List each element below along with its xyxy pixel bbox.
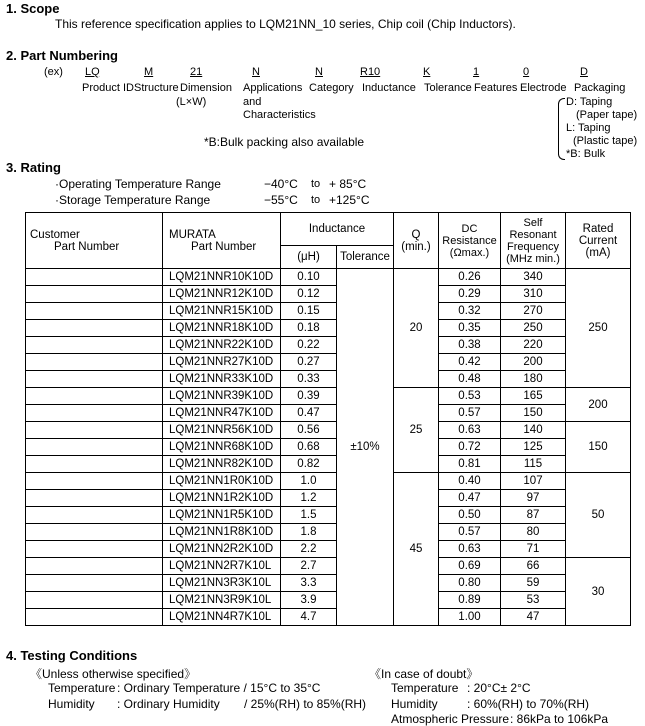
customer-part-number-cell: [26, 405, 163, 422]
code-applications: N: [252, 66, 260, 78]
q-cell: 45: [394, 473, 439, 626]
label-inductance: Inductance: [362, 82, 416, 94]
dc-resistance-cell: 0.63: [439, 541, 501, 558]
dc-resistance-cell: 0.38: [439, 337, 501, 354]
customer-part-number-cell: [26, 609, 163, 626]
inductance-cell: 3.9: [281, 592, 337, 609]
packaging-option-d: D: Taping: [566, 96, 613, 108]
atm-pressure-label: Atmospheric Pressure: [391, 712, 510, 726]
murata-part-number-cell: LQM21NN1R8K10D: [163, 524, 281, 541]
srf-cell: 80: [501, 524, 566, 541]
storage-temp-low: −55°C: [264, 193, 298, 207]
inductance-cell: 0.12: [281, 286, 337, 303]
inductance-cell: 2.2: [281, 541, 337, 558]
code-packaging: D: [580, 66, 588, 78]
customer-part-number-cell: [26, 320, 163, 337]
table-row: [26, 575, 631, 592]
inductance-cell: 0.56: [281, 422, 337, 439]
dc-resistance-cell: 0.26: [439, 269, 501, 286]
inductance-cell: 1.5: [281, 507, 337, 524]
customer-part-number-cell: [26, 303, 163, 320]
murata-part-number-cell: LQM21NNR68K10D: [163, 439, 281, 456]
table-row: [26, 269, 631, 286]
inductance-cell: 0.18: [281, 320, 337, 337]
srf-cell: 340: [501, 269, 566, 286]
unless-specified-title: 《Unless otherwise specified》: [30, 667, 197, 681]
srf-cell: 150: [501, 405, 566, 422]
label-applications: Applications: [243, 82, 303, 94]
murata-part-number-cell: LQM21NNR56K10D: [163, 422, 281, 439]
srf-cell: 270: [501, 303, 566, 320]
table-row: [26, 541, 631, 558]
in-case-of-doubt-title: 《In case of doubt》: [369, 667, 479, 681]
customer-part-number-cell: [26, 422, 163, 439]
testing-heading: 4. Testing Conditions: [6, 648, 138, 663]
atm-pressure-value: : 86kPa to 106kPa: [510, 712, 609, 726]
table-row: [26, 371, 631, 388]
table-row: [26, 473, 631, 490]
packaging-option-l: L: Taping: [566, 122, 611, 134]
inductance-cell: 0.68: [281, 439, 337, 456]
murata-part-number-cell: LQM21NNR15K10D: [163, 303, 281, 320]
murata-part-number-cell: LQM21NNR27K10D: [163, 354, 281, 371]
dc-resistance-cell: 0.57: [439, 524, 501, 541]
customer-part-number-cell: [26, 456, 163, 473]
murata-part-number-cell: LQM21NN1R2K10D: [163, 490, 281, 507]
customer-part-number-cell: [26, 269, 163, 286]
inductance-cell: 4.7: [281, 609, 337, 626]
q-cell: 25: [394, 388, 439, 473]
table-row: [26, 490, 631, 507]
inductance-cell: 0.47: [281, 405, 337, 422]
rated-current-cell: 200: [566, 388, 631, 422]
murata-part-number-cell: LQM21NN4R7K10L: [163, 609, 281, 626]
dc-resistance-cell: 0.50: [439, 507, 501, 524]
dc-resistance-cell: 0.47: [439, 490, 501, 507]
srf-cell: 310: [501, 286, 566, 303]
table-row: [26, 286, 631, 303]
operating-temp-to: to: [311, 178, 321, 190]
rated-current-cell: 30: [566, 558, 631, 626]
murata-part-number-cell: LQM21NN3R9K10L: [163, 592, 281, 609]
table-row: [26, 388, 631, 405]
dc-resistance-cell: 0.29: [439, 286, 501, 303]
inductance-cell: 1.8: [281, 524, 337, 541]
right-humidity-value: : 60%(RH) to 70%(RH): [467, 697, 590, 711]
storage-temp-label: ·Storage Temperature Range: [55, 193, 211, 207]
table-row: [26, 422, 631, 439]
left-temp-value: : Ordinary Temperature / 15°C to 35°C: [117, 681, 321, 695]
code-features: 1: [473, 66, 480, 78]
table-row: [26, 439, 631, 456]
dc-resistance-cell: 0.72: [439, 439, 501, 456]
dc-resistance-cell: 0.42: [439, 354, 501, 371]
srf-cell: 125: [501, 439, 566, 456]
dc-resistance-cell: 0.89: [439, 592, 501, 609]
header-uh: (μH): [281, 246, 337, 269]
dc-resistance-cell: 1.00: [439, 609, 501, 626]
murata-part-number-cell: LQM21NN1R5K10D: [163, 507, 281, 524]
applications-sub2: Characteristics: [243, 109, 316, 121]
srf-cell: 220: [501, 337, 566, 354]
label-product-id: Product ID: [82, 82, 134, 94]
srf-cell: 87: [501, 507, 566, 524]
customer-part-number-cell: [26, 507, 163, 524]
customer-part-number-cell: [26, 354, 163, 371]
customer-part-number-cell: [26, 286, 163, 303]
srf-cell: 165: [501, 388, 566, 405]
operating-temp-high: + 85°C: [329, 177, 367, 191]
dc-resistance-cell: 0.40: [439, 473, 501, 490]
srf-cell: 66: [501, 558, 566, 575]
left-humidity-value: : Ordinary Humidity: [117, 697, 220, 711]
customer-part-number-cell: [26, 541, 163, 558]
q-cell: 20: [394, 269, 439, 388]
table-row: [26, 456, 631, 473]
customer-part-number-cell: [26, 371, 163, 388]
murata-part-number-cell: LQM21NNR12K10D: [163, 286, 281, 303]
murata-part-number-cell: LQM21NN1R0K10D: [163, 473, 281, 490]
srf-cell: 115: [501, 456, 566, 473]
operating-temp-label: ·Operating Temperature Range: [55, 177, 221, 191]
right-temp-value: : 20°C± 2°C: [467, 681, 531, 695]
rated-current-cell: 50: [566, 473, 631, 558]
customer-part-number-cell: [26, 558, 163, 575]
inductance-cell: 0.10: [281, 269, 337, 286]
storage-temp-high: +125°C: [329, 193, 370, 207]
code-tolerance: K: [423, 66, 431, 78]
murata-part-number-cell: LQM21NN3R3K10L: [163, 575, 281, 592]
murata-part-number-cell: LQM21NN2R7K10L: [163, 558, 281, 575]
right-humidity-label: Humidity: [391, 697, 438, 711]
inductance-cell: 0.82: [281, 456, 337, 473]
dc-resistance-cell: 0.69: [439, 558, 501, 575]
murata-part-number-cell: LQM21NNR18K10D: [163, 320, 281, 337]
dc-resistance-cell: 0.57: [439, 405, 501, 422]
customer-part-number-cell: [26, 490, 163, 507]
customer-part-number-cell: [26, 337, 163, 354]
table-row: [26, 592, 631, 609]
label-electrode: Electrode: [520, 82, 567, 94]
left-temp-label: Temperature: [48, 681, 116, 695]
inductance-cell: 1.0: [281, 473, 337, 490]
header-rated-current: Rated Current (mA): [566, 213, 631, 269]
label-structure: Structure: [134, 82, 179, 94]
dc-resistance-cell: 0.48: [439, 371, 501, 388]
rating-heading: 3. Rating: [6, 160, 61, 175]
customer-part-number-cell: [26, 473, 163, 490]
srf-cell: 180: [501, 371, 566, 388]
packaging-option-d-sub: (Paper tape): [576, 109, 638, 121]
header-dc-resistance: DC Resistance (Ωmax.): [439, 213, 501, 269]
dc-resistance-cell: 0.63: [439, 422, 501, 439]
code-product-id: LQ: [85, 66, 100, 78]
customer-part-number-cell: [26, 592, 163, 609]
srf-cell: 59: [501, 575, 566, 592]
inductance-cell: 3.3: [281, 575, 337, 592]
table-row: [26, 609, 631, 626]
packaging-option-l-sub: (Plastic tape): [573, 135, 638, 147]
table-row: [26, 558, 631, 575]
header-murata: MURATA Part Number: [163, 213, 281, 269]
header-customer: Customer Part Number: [26, 213, 163, 269]
part-numbering-heading: 2. Part Numbering: [6, 48, 118, 63]
murata-part-number-cell: LQM21NNR47K10D: [163, 405, 281, 422]
rated-current-cell: 150: [566, 422, 631, 473]
inductance-cell: 0.33: [281, 371, 337, 388]
dc-resistance-cell: 0.35: [439, 320, 501, 337]
code-category: N: [315, 66, 323, 78]
table-row: [26, 524, 631, 541]
table-row: [26, 337, 631, 354]
srf-cell: 71: [501, 541, 566, 558]
header-inductance: Inductance: [281, 213, 394, 246]
tolerance-cell: ±10%: [337, 269, 394, 626]
scope-heading: 1. Scope: [6, 1, 60, 16]
inductance-cell: 0.15: [281, 303, 337, 320]
ex-label: (ex): [44, 66, 63, 78]
murata-part-number-cell: LQM21NN2R2K10D: [163, 541, 281, 558]
code-structure: M: [144, 66, 154, 78]
customer-part-number-cell: [26, 524, 163, 541]
code-dimension: 21: [190, 66, 203, 78]
srf-cell: 140: [501, 422, 566, 439]
table-row: [26, 320, 631, 337]
murata-part-number-cell: LQM21NNR22K10D: [163, 337, 281, 354]
murata-part-number-cell: LQM21NNR10K10D: [163, 269, 281, 286]
packaging-brace: [558, 98, 565, 160]
inductance-cell: 0.39: [281, 388, 337, 405]
code-inductance: R10: [360, 66, 381, 78]
table-row: [26, 303, 631, 320]
packaging-option-b: *B: Bulk: [566, 148, 606, 160]
customer-part-number-cell: [26, 439, 163, 456]
srf-cell: 250: [501, 320, 566, 337]
rated-current-cell: 250: [566, 269, 631, 388]
dc-resistance-cell: 0.80: [439, 575, 501, 592]
bulk-note: *B:Bulk packing also available: [204, 135, 365, 149]
inductance-cell: 2.7: [281, 558, 337, 575]
left-humidity-range: / 25%(RH) to 85%(RH): [244, 697, 367, 711]
dc-resistance-cell: 0.81: [439, 456, 501, 473]
dc-resistance-cell: 0.32: [439, 303, 501, 320]
murata-part-number-cell: LQM21NNR82K10D: [163, 456, 281, 473]
srf-cell: 53: [501, 592, 566, 609]
scope-text: This reference specification applies to LQM21NN_10 series, Chip coil (Chip Inductors).: [55, 17, 516, 31]
srf-cell: 97: [501, 490, 566, 507]
header-srf: Self Resonant Frequency (MHz min.): [501, 213, 566, 269]
label-features: Features: [474, 82, 518, 94]
header-tolerance: Tolerance: [337, 246, 394, 269]
code-electrode: 0: [523, 66, 530, 78]
inductance-cell: 0.27: [281, 354, 337, 371]
srf-cell: 200: [501, 354, 566, 371]
table-row: [26, 405, 631, 422]
left-humidity-label: Humidity: [48, 697, 95, 711]
label-packaging: Packaging: [574, 82, 626, 94]
murata-part-number-cell: LQM21NNR39K10D: [163, 388, 281, 405]
right-temp-label: Temperature: [391, 681, 459, 695]
operating-temp-low: −40°C: [264, 177, 298, 191]
label-dimension: Dimension: [180, 82, 232, 94]
murata-part-number-cell: LQM21NNR33K10D: [163, 371, 281, 388]
table-row: [26, 507, 631, 524]
srf-cell: 47: [501, 609, 566, 626]
table-row: [26, 354, 631, 371]
label-category: Category: [309, 82, 354, 94]
header-q: Q (min.): [394, 213, 439, 269]
inductance-cell: 1.2: [281, 490, 337, 507]
customer-part-number-cell: [26, 388, 163, 405]
dimension-sub: (L×W): [176, 96, 207, 108]
inductance-cell: 0.22: [281, 337, 337, 354]
srf-cell: 107: [501, 473, 566, 490]
dc-resistance-cell: 0.53: [439, 388, 501, 405]
customer-part-number-cell: [26, 575, 163, 592]
label-tolerance: Tolerance: [424, 82, 472, 94]
applications-sub1: and: [243, 96, 262, 108]
storage-temp-to: to: [311, 194, 321, 206]
rating-table: [25, 212, 631, 626]
